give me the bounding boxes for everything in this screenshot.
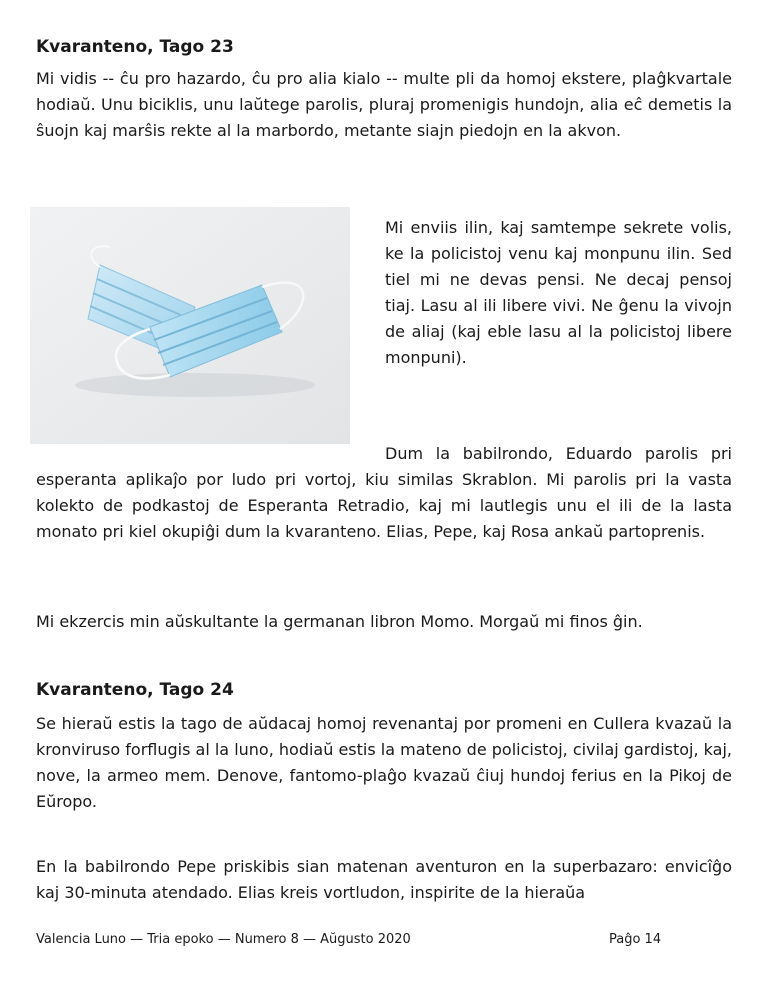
paragraph-envy-policemen: Mi enviis ilin, kaj samtempe sekrete volis, ke la policistoj venu kaj monpunu ilin. Sed tiel mi ne devas pensi. Ne decaj pensoj tiaj. Lasu al ili libere vivi. Ne ĝenu la vivojn de aliaj (kaj eble lasu al la policistoj libere monpuni). — [385, 218, 732, 367]
paragraph-chat-text: Dum la babilrondo, Eduardo parolis pri esperanta aplikaĵo por ludo pri vortoj, kiu similas Skrablon. Mi parolis pri la vasta kolekto de podkastoj de Esperanta Retradio, kaj mi lautlegis unu el ili de la lasta monato pri kiel okupiĝi dum la kvaranteno. Elias, Pepe, kaj Rosa ankaŭ partoprenis. — [36, 444, 732, 541]
section-heading-day-23: Kvaranteno, Tago 23 — [36, 37, 234, 57]
footer-page-number: Paĝo 14 — [609, 932, 662, 947]
paragraph-beach-visitors: Mi vidis -- ĉu pro hazardo, ĉu pro alia kialo -- multe pli da homoj ekstere, plaĝkvartale hodiaŭ. Unu biciklis, unu laŭtege parolis, pluraj promenigis hundojn, alia eĉ demetis la ŝuojn kaj marŝis rekte al la marbordo, metante siajn piedojn en la akvon. — [36, 69, 732, 140]
paragraph-chat-session — [36, 441, 732, 545]
paragraph-police-army: Se hieraŭ estis la tago de aŭdacaj homoj revenantaj por promeni en Cullera kvazaŭ la kronviruso forflugis al la luno, hodiaŭ estis la mateno de policistoj, civilaj gardistoj, kaj, nove, la armeo mem. Denove, fantomo-plaĝo kvazaŭ ĉiuj hundoj ferius en la Pikoj de Eŭropo. — [36, 714, 732, 811]
paragraph-momo-book: Mi ekzercis min aŭskultante la germanan libron Momo. Morgaŭ mi finos ĝin. — [36, 612, 643, 631]
section-heading-day-24: Kvaranteno, Tago 24 — [36, 680, 234, 700]
face-masks-photo — [30, 207, 350, 444]
footer-publication: Valencia Luno — Tria epoko — Numero 8 — Aŭgusto 2020 — [36, 932, 411, 947]
paragraph-supermarket-story: En la babilrondo Pepe priskibis sian matenan aventuron en la superbazaro: envicîĝo kaj 30-minuta atendado. Elias kreis vortludon, inspirite de la hieraŭa — [36, 857, 732, 902]
